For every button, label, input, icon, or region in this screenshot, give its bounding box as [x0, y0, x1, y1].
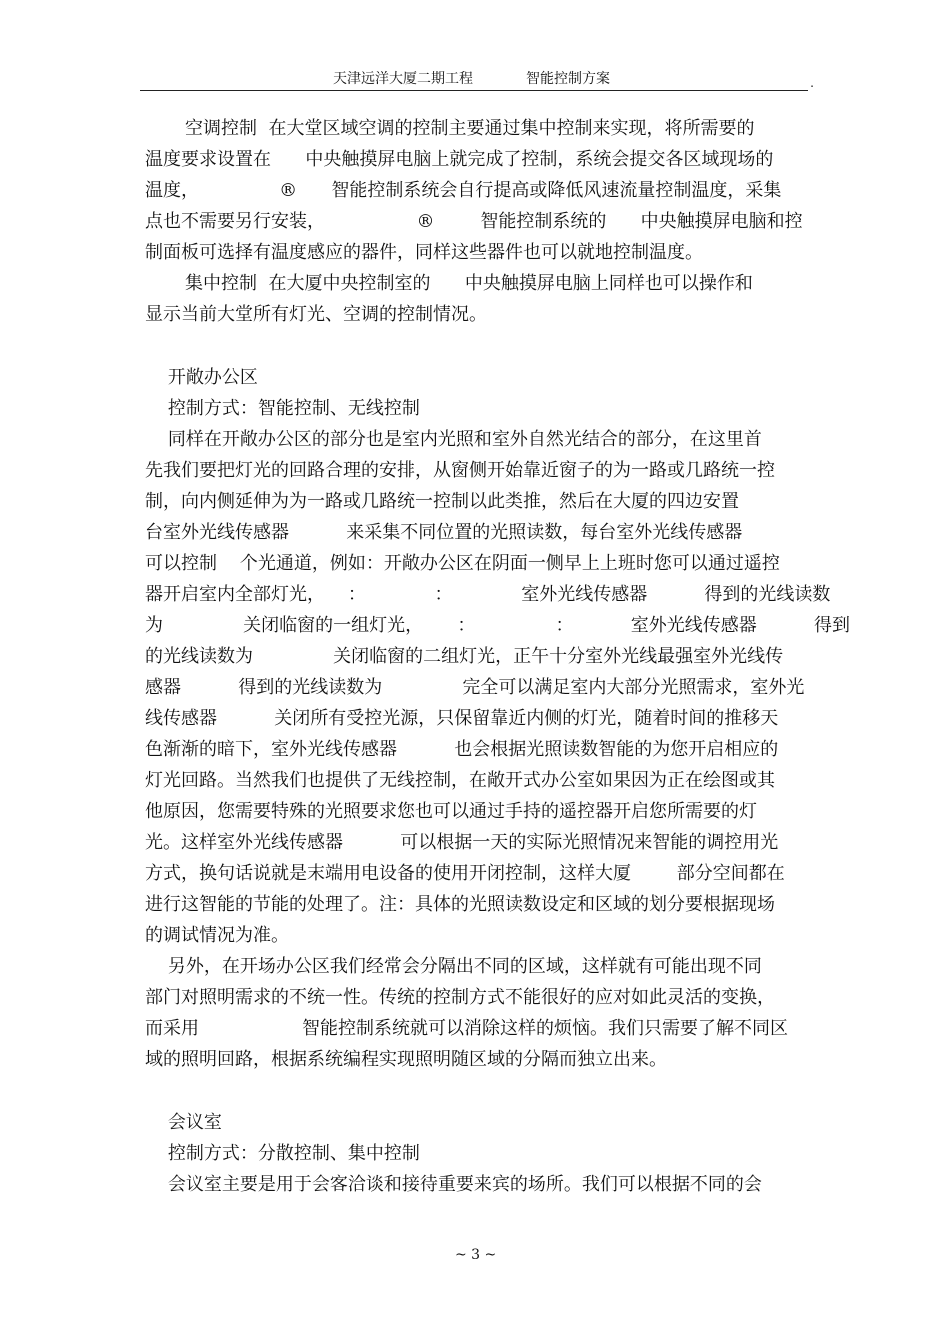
text-line: 感器 得到的光线读数为 完全可以满足室内大部分光照需求，室外光: [145, 677, 805, 698]
text-line: 光。这样室外光线传感器 可以根据一天的实际光照情况来智能的调控用光: [145, 832, 779, 853]
header-title: 天津远洋大厦二期工程: [333, 71, 473, 87]
text-line: 集中控制 在大厦中央控制室的 中央触摸屏电脑上同样也可以操作和: [145, 273, 753, 294]
text-line: 的光线读数为 关闭临窗的二组灯光，正午十分室外光线最强室外光线传: [145, 646, 784, 667]
text-line: 域的照明回路，根据系统编程实现照明随区域的分隔而独立出来。: [145, 1049, 667, 1070]
text-line: 方式，换句话说就是末端用电设备的使用开闭控制，这样大厦 部分空间都在: [145, 863, 785, 884]
section-heading: 会议室: [145, 1112, 222, 1133]
section-heading: 开敞办公区: [145, 367, 258, 388]
text-line: 的调试情况为准。: [145, 925, 289, 946]
text-line: 为 关闭临窗的一组灯光， ： ： 室外光线传感器 得到: [145, 615, 850, 636]
header-mark: .: [810, 76, 814, 90]
text-line: 会议室主要是用于会客洽谈和接待重要来宾的场所。我们可以根据不同的会: [145, 1174, 762, 1195]
text-line: 制，向内侧延伸为为一路或几路统一控制以此类推，然后在大厦的四边安置: [145, 491, 739, 512]
text-line: 色渐渐的暗下，室外光线传感器 也会根据光照读数智能的为您开启相应的: [145, 739, 779, 760]
text-line: 他原因，您需要特殊的光照要求您也可以通过手持的遥控器开启您所需要的灯: [145, 801, 757, 822]
text-line: 制面板可选择有温度感应的器件，同样这些器件也可以就地控制温度。: [145, 242, 703, 263]
text-line: 器开启室内全部灯光， ： ： 室外光线传感器 得到的光线读数: [145, 584, 831, 605]
text-line: 显示当前大堂所有灯光、空调的控制情况。: [145, 304, 487, 325]
text-line: 另外，在开场办公区我们经常会分隔出不同的区域，这样就有可能出现不同: [145, 956, 762, 977]
text-line: 部门对照明需求的不统一性。传统的控制方式不能很好的应对如此灵活的变换，: [145, 987, 775, 1008]
header-subtitle: 智能控制方案: [526, 71, 610, 87]
text-line: 台室外光线传感器 来采集不同位置的光照读数，每台室外光线传感器: [145, 522, 743, 543]
text-line: 线传感器 关闭所有受控光源，只保留靠近内侧的灯光，随着时间的推移天: [145, 708, 779, 729]
text-line: 而采用 智能控制系统就可以消除这样的烦恼。我们只需要了解不同区: [145, 1018, 788, 1039]
text-line: 控制方式：分散控制、集中控制: [145, 1143, 420, 1164]
text-line: 温度， ® 智能控制系统会自行提高或降低风速流量控制温度，采集: [145, 180, 782, 201]
text-line: 同样在开敞办公区的部分也是室内光照和室外自然光结合的部分，在这里首: [145, 429, 762, 450]
text-line: 灯光回路。当然我们也提供了无线控制，在敞开式办公室如果因为正在绘图或其: [145, 770, 775, 791]
text-line: 先我们要把灯光的回路合理的安排，从窗侧开始靠近窗子的为一路或几路统一控: [145, 460, 775, 481]
text-line: 可以控制 个光通道，例如：开敞办公区在阴面一侧早上上班时您可以通过遥控: [145, 553, 780, 574]
page-header: [140, 66, 814, 91]
text-line: 控制方式：智能控制、无线控制: [145, 398, 420, 419]
text-line: 点也不需要另行安装， ® 智能控制系统的 中央触摸屏电脑和控: [145, 211, 803, 232]
text-line: 空调控制 在大堂区域空调的控制主要通过集中控制来实现，将所需要的: [145, 118, 755, 139]
page-number: ~ 3 ~: [455, 1247, 497, 1263]
text-line: 进行这智能的节能的处理了。注：具体的光照读数设定和区域的划分要根据现场: [145, 894, 775, 915]
text-line: 温度要求设置在 中央触摸屏电脑上就完成了控制，系统会提交各区域现场的: [145, 149, 774, 170]
